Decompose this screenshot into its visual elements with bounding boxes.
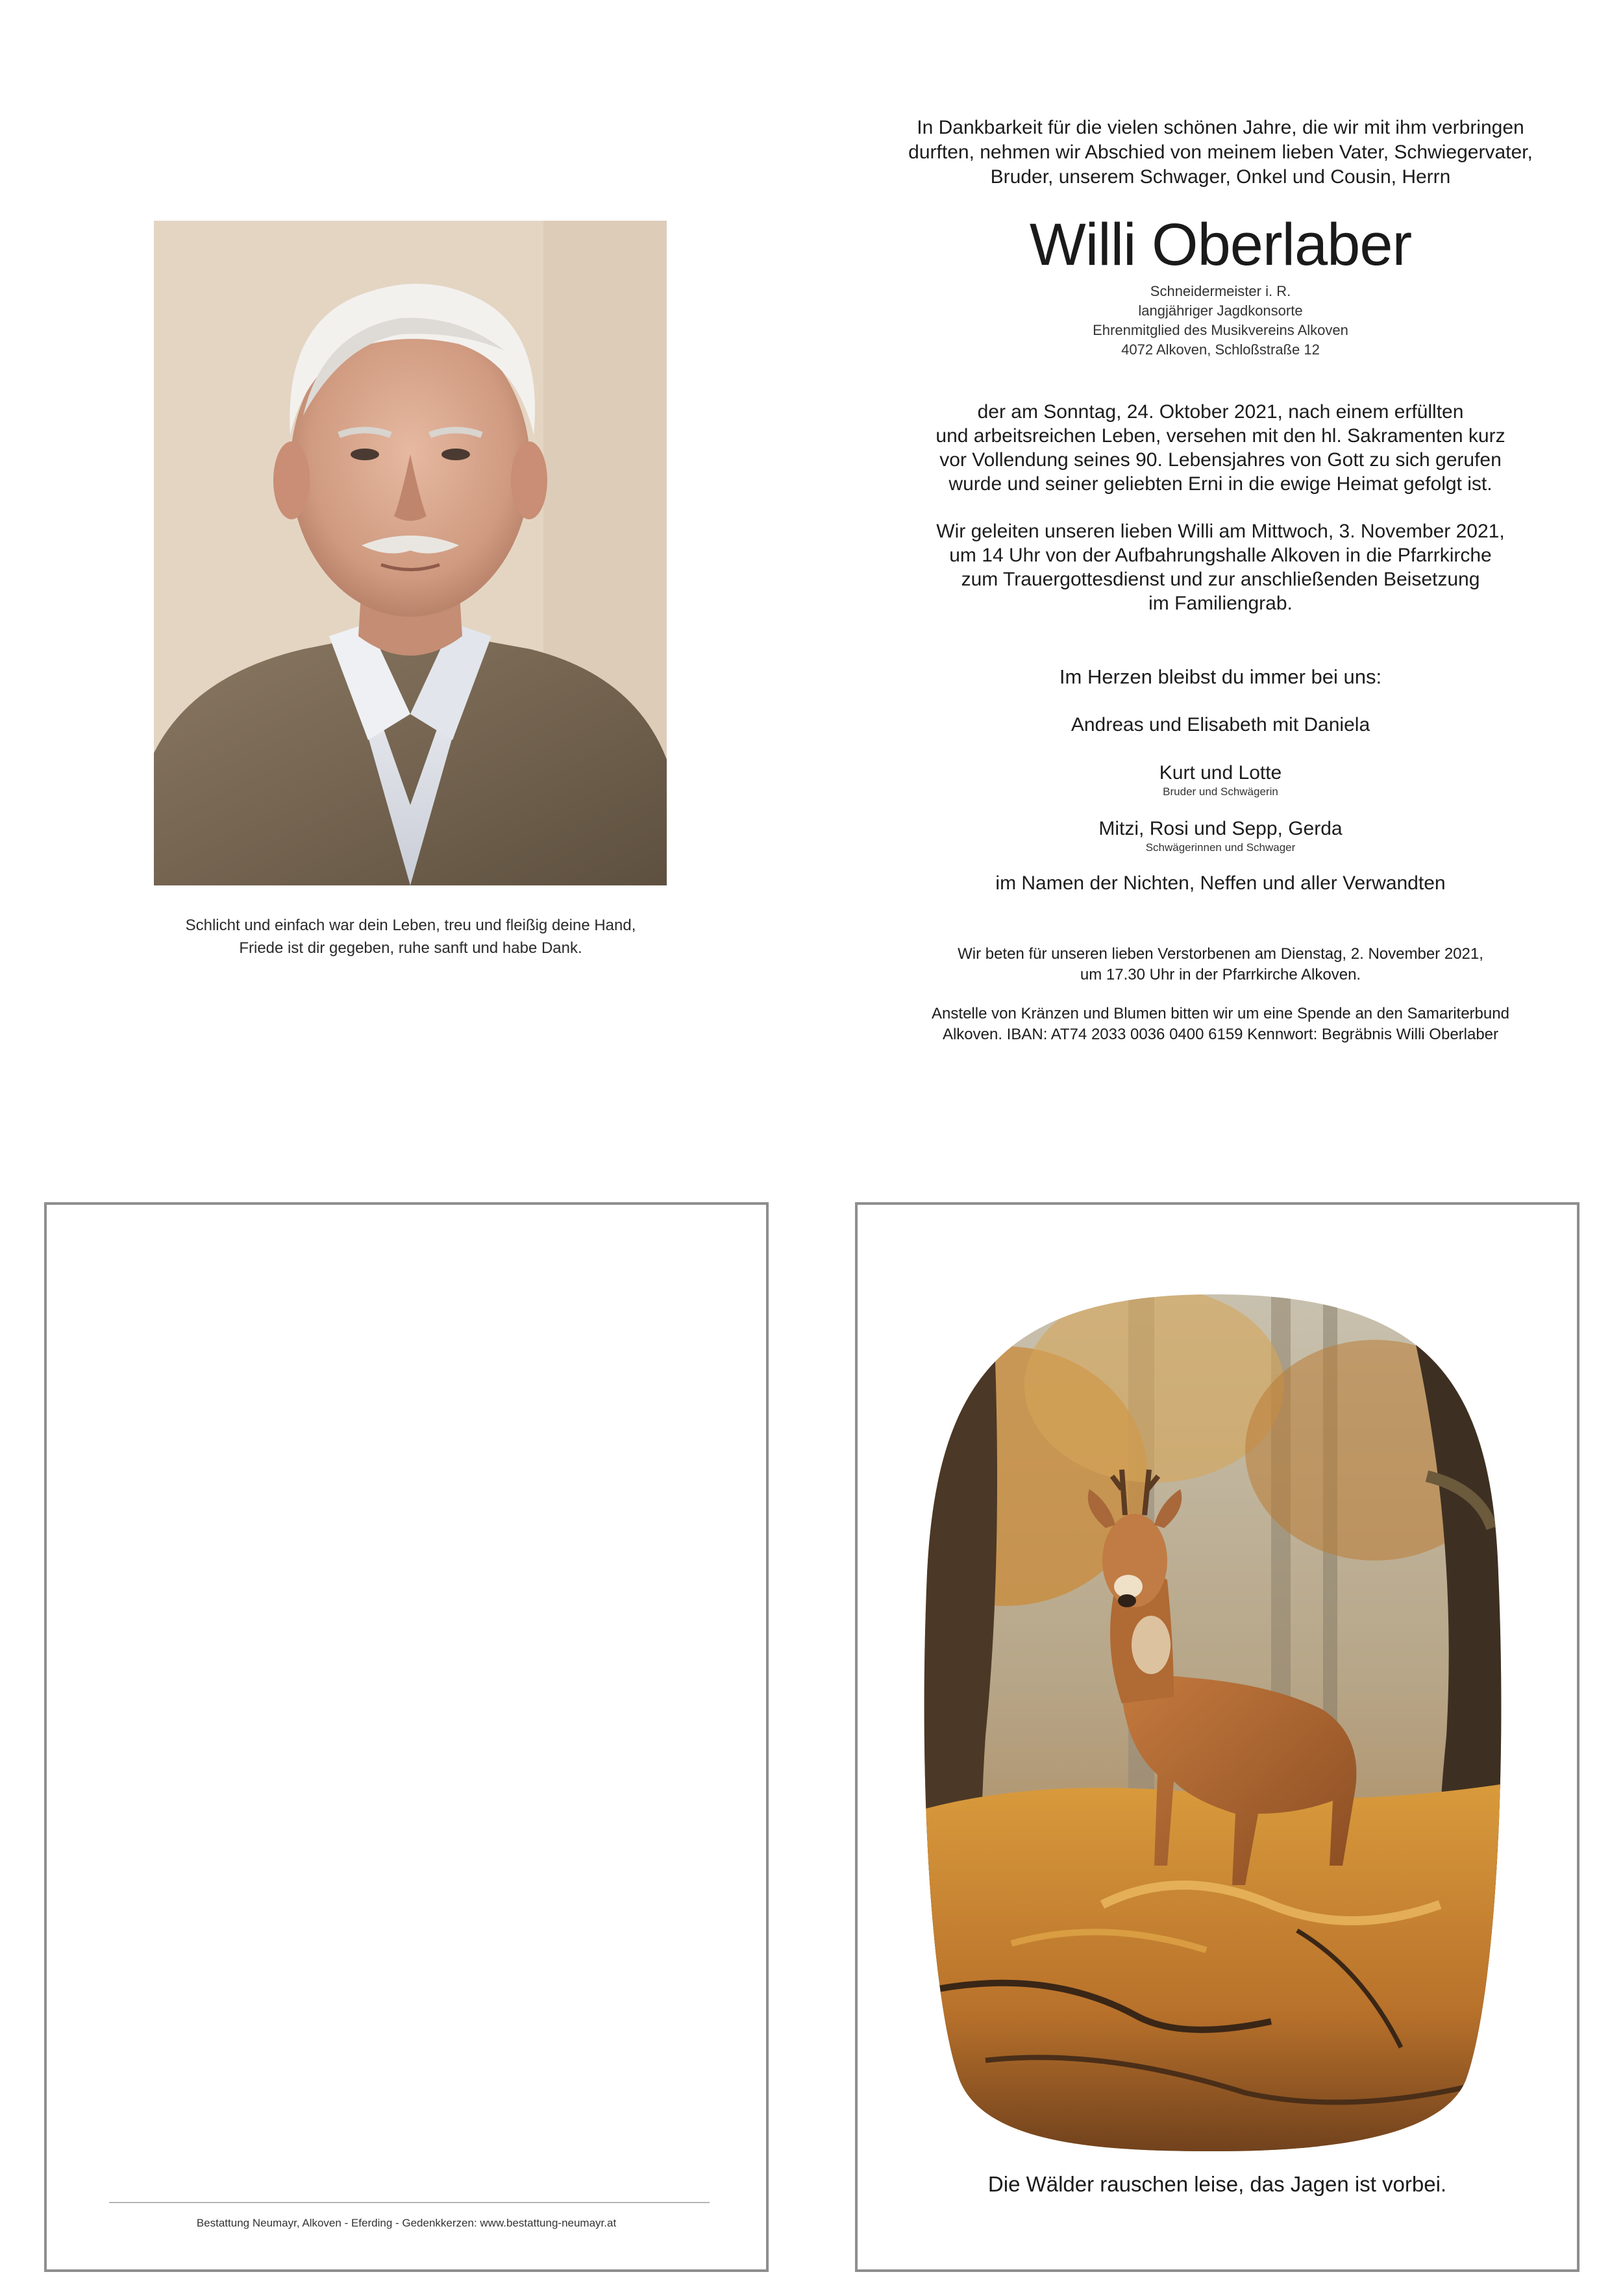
verse-line: Friede ist dir gegeben, ruhe sanft und habe Dank. (239, 939, 582, 957)
portrait-photo (154, 221, 667, 885)
intro-line: durften, nehmen wir Abschied von meinem lieben Vater, Schwiegervater, (908, 142, 1533, 163)
death-line: der am Sonntag, 24. Oktober 2021, nach einem erfüllten (977, 401, 1464, 423)
deer-illustration (908, 1281, 1520, 2160)
family-entry (860, 761, 1581, 798)
intro-line: Bruder, unserem Schwager, Onkel und Cousin, Herrn (990, 166, 1451, 188)
family-names: Andreas und Elisabeth mit Daniela (1071, 714, 1370, 735)
heart-heading: Im Herzen bleibst du immer bei uns: (1059, 665, 1382, 688)
family-entry (860, 817, 1581, 854)
verse-line: Schlicht und einfach war dein Leben, treu und fleißig deine Hand, (185, 917, 636, 934)
family-entry (860, 713, 1581, 737)
memorial-verse (117, 914, 704, 959)
footer-divider (109, 2202, 710, 2203)
title-line: langjähriger Jagdkonsorte (1138, 302, 1303, 319)
prayer-line: um 17.30 Uhr in der Pfarrkirche Alkoven. (1080, 966, 1361, 983)
portrait-illustration (154, 221, 667, 885)
death-line: und arbeitsreichen Leben, versehen mit den hl. Sakramenten kurz (935, 425, 1505, 447)
prayer-info (860, 944, 1581, 985)
death-line: vor Vollendung seines 90. Lebensjahres von Gott zu sich gerufen (939, 449, 1502, 471)
deceased-titles (860, 282, 1581, 360)
intro-text (860, 116, 1581, 190)
back-page-card (44, 1202, 769, 2272)
death-announcement (860, 400, 1581, 496)
death-line: wurde und seiner geliebten Erni in die ewige Heimat gefolgt ist. (948, 473, 1493, 495)
title-line: Ehrenmitglied des Musikvereins Alkoven (1093, 322, 1348, 338)
front-caption: Die Wälder rauschen leise, das Jagen ist vorbei. (987, 2172, 1447, 2196)
family-names: Mitzi, Rosi und Sepp, Gerda (1098, 818, 1343, 839)
funeral-home-footer: Bestattung Neumayr, Alkoven - Eferding - Gedenkkerzen: www.bestattung-neumayr.at (196, 2217, 617, 2229)
family-names: im Namen der Nichten, Neffen und aller Verwandten (995, 872, 1446, 894)
donation-line: Alkoven. IBAN: AT74 2033 0036 0400 6159 Kennwort: Begräbnis Willi Oberlaber (942, 1026, 1499, 1043)
deer-painting (908, 1281, 1520, 2160)
funeral-details (860, 519, 1581, 615)
address-line: 4072 Alkoven, Schloßstraße 12 (1121, 341, 1320, 358)
family-names: Kurt und Lotte (1159, 762, 1282, 784)
funeral-line: Wir geleiten unseren lieben Willi am Mittwoch, 3. November 2021, (936, 521, 1505, 542)
front-page-card (855, 1202, 1580, 2272)
donation-info (860, 1004, 1581, 1045)
funeral-line: im Familiengrab. (1148, 593, 1293, 614)
prayer-line: Wir beten für unseren lieben Verstorbenen am Dienstag, 2. November 2021, (958, 945, 1483, 963)
intro-line: In Dankbarkeit für die vielen schönen Jahre, die wir mit ihm verbringen (917, 117, 1524, 138)
funeral-line: zum Trauergottesdienst und zur anschließenden Beisetzung (961, 569, 1480, 590)
deceased-name: Willi Oberlaber (1029, 212, 1412, 278)
funeral-line: um 14 Uhr von der Aufbahrungshalle Alkoven in die Pfarrkirche (949, 545, 1492, 566)
donation-line: Anstelle von Kränzen und Blumen bitten wir um eine Spende an den Samariterbund (932, 1005, 1509, 1022)
family-relation: Schwägerinnen und Schwager (1145, 841, 1296, 854)
title-line: Schneidermeister i. R. (1150, 283, 1291, 299)
family-entry (860, 871, 1581, 896)
family-relation: Bruder und Schwägerin (1163, 785, 1278, 798)
